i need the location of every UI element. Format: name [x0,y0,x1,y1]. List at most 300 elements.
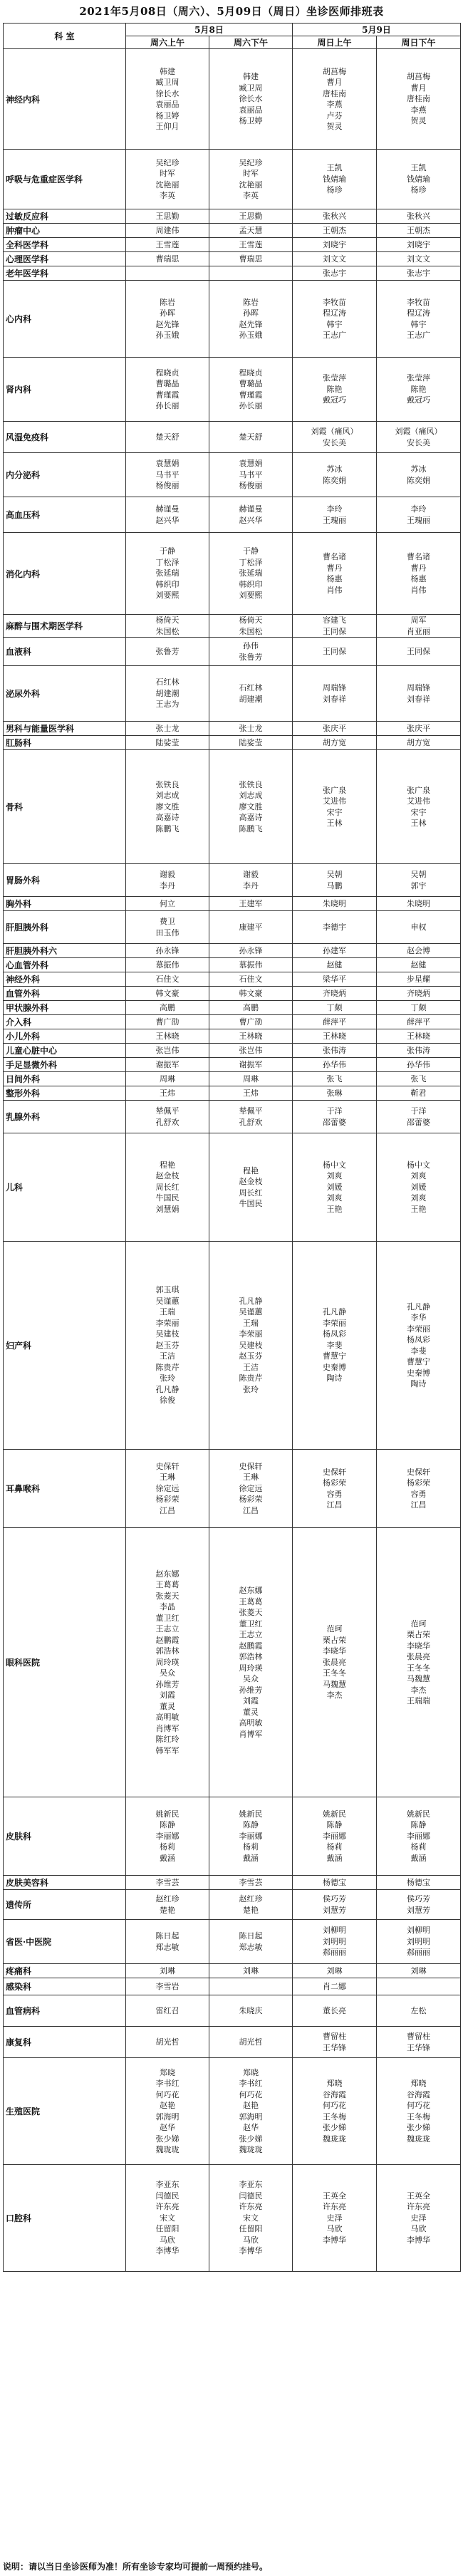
doctor-name: 丁松泽 [239,557,263,567]
schedule-cell [126,224,209,238]
doctor-name: 卢芬 [326,110,343,120]
doctor-name: 王炜 [243,1088,259,1098]
schedule-cell [209,1086,293,1101]
schedule-cell [377,252,461,266]
doctor-name: 肖二娜 [323,1981,347,1991]
doctor-name: 郭海明 [155,2112,180,2121]
doctor-name: 周军 [410,616,427,625]
schedule-cell [293,666,377,722]
doctor-name: 杨俊丽 [239,481,263,491]
doctor-name: 沈艳丽 [155,180,180,189]
table-row [4,722,461,736]
doctor-name: 赵艳 [243,2101,259,2110]
schedule-cell [377,1044,461,1058]
schedule-cell [293,358,377,422]
doctor-name: 江昌 [243,1505,259,1515]
doctor-name: 魏珑珑 [239,2145,263,2154]
schedule-cell [209,615,293,638]
doctor-name: 宋宇 [326,807,343,817]
doctor-name: 李亚东 [239,2180,263,2190]
footer-note: 说明：请以当日坐诊医师为准！所有坐诊专家均可提前一周预约挂号。 [3,2562,269,2572]
table-row [4,666,461,722]
doctor-name: 徐长水 [155,88,180,98]
doctor-name: 宋文 [243,2213,259,2223]
schedule-cell [293,736,377,750]
schedule-cell [293,722,377,736]
doctor-name: 曹丹 [410,563,427,573]
doctor-name: 石佳文 [155,974,180,984]
doctor-name: 姚新民 [239,1809,263,1819]
schedule-cell [126,958,209,972]
doctor-name: 王冬梅 [407,2112,431,2121]
doctor-name: 李华 [410,1313,427,1322]
doctor-name: 许东亮 [155,2202,180,2212]
schedule-cell [126,1528,209,1797]
schedule-cell [377,1890,461,1920]
doctor-name: 邵蕾婆 [323,1117,347,1127]
table-row [4,972,461,987]
table-row [4,1890,461,1920]
doctor-name: 赵玉芬 [239,1351,263,1361]
doctor-name: 何巧花 [155,2089,180,2099]
doctor-name: 王林 [326,819,343,828]
doctor-name: 张广泉 [407,785,431,795]
doctor-name: 韩文豪 [155,988,180,998]
doctor-name: 曹名诸 [323,552,347,561]
table-row [4,1876,461,1890]
doctor-name: 张岂伟 [155,1045,180,1055]
doctor-name: 孙晖 [160,308,175,318]
doctor-name: 杨彩荣 [239,1495,263,1505]
schedule-cell [209,1528,293,1797]
schedule-cell [293,944,377,958]
table-row [4,1015,461,1029]
schedule-cell [126,1876,209,1890]
doctor-name: 曹广劭 [239,1017,263,1027]
doctor-name: 杨惠 [410,574,427,583]
dept-name: 皮肤美容科 [4,1876,126,1890]
doctor-name: 王志广 [323,331,347,340]
schedule-cell [377,1876,461,1890]
doctor-name: 高明敏 [239,1718,263,1728]
dept-name: 全科医学科 [4,238,126,252]
doctor-name: 楚艳 [160,1905,175,1915]
schedule-cell [209,1044,293,1058]
doctor-name: 李斐 [410,1346,427,1356]
schedule-cell [377,1964,461,1978]
doctor-name: 孔凡静 [323,1307,347,1317]
doctor-name: 苏冰 [326,464,343,474]
schedule-cell [293,422,377,453]
schedule-cell [209,1450,293,1528]
schedule-cell [293,2165,377,2272]
doctor-name: 江昌 [410,1500,427,1510]
doctor-name: 马鹏 [326,881,343,890]
doctor-name: 赵艳 [160,2101,175,2110]
doctor-name: 赵兴华 [155,515,180,525]
doctor-name: 肖博军 [155,1723,180,1733]
schedule-cell [377,750,461,864]
schedule-cell [293,2058,377,2165]
doctor-name: 孙晖 [243,308,259,318]
schedule-cell [293,638,377,666]
doctor-name: 孔凡静 [407,1302,431,1312]
dept-name: 肿瘤中心 [4,224,126,238]
doctor-name: 程晓贞 [155,368,180,378]
doctor-name: 赵东娜 [239,1586,263,1595]
schedule-cell [377,722,461,736]
doctor-name: 靳君 [410,1088,427,1098]
doctor-name: 曹月 [326,78,343,87]
doctor-name: 陈奕娟 [407,475,431,485]
doctor-name: 慕振伟 [155,960,180,970]
schedule-cell [293,1015,377,1029]
doctor-name: 艾进伟 [407,796,431,806]
day2-header: 5月9日 [293,24,461,36]
doctor-name: 王凯 [410,163,427,173]
doctor-name: 郑志敏 [239,1942,263,1952]
schedule-cell [293,987,377,1001]
doctor-name: 吴朝 [326,870,343,879]
doctor-name: 姚新民 [323,1809,347,1819]
schedule-cell [126,422,209,453]
doctor-name: 陈静 [410,1820,427,1830]
dept-name: 遗传所 [4,1890,126,1920]
schedule-cell [209,238,293,252]
schedule-cell [293,1964,377,1978]
table-row [4,944,461,958]
schedule-cell [126,150,209,209]
doctor-name: 陆娑莹 [239,737,263,747]
schedule-cell [377,1797,461,1876]
schedule-cell [377,1058,461,1072]
schedule-cell [126,666,209,722]
schedule-cell [209,2058,293,2165]
schedule-cell [126,1001,209,1015]
dept-name: 心血管外科 [4,958,126,972]
schedule-cell [126,1133,209,1242]
doctor-name: 刘爽 [410,1171,427,1181]
schedule-cell [377,1086,461,1101]
doctor-name: 董卫红 [239,1619,263,1629]
schedule-cell [209,1995,293,2027]
doctor-name: 董卫红 [155,1613,180,1623]
doctor-name: 李雪芸 [155,1877,180,1887]
doctor-name: 郭浩林 [239,1652,263,1661]
doctor-name: 陈日起 [239,1931,263,1941]
doctor-name: 吴纪珍 [155,157,180,167]
doctor-name: 容勇 [410,1489,427,1499]
doctor-name: 牛国民 [155,1193,180,1203]
doctor-name: 慕振伟 [239,960,263,970]
doctor-name: 许东亮 [407,2202,431,2212]
schedule-cell [126,1920,209,1964]
doctor-name: 刘明明 [407,1936,431,1946]
doctor-name: 牛国民 [239,1199,263,1208]
dept-name: 骨科 [4,750,126,864]
doctor-name: 孙维芳 [239,1685,263,1695]
doctor-name: 刘霞 [160,1690,175,1700]
doctor-name: 刘慧娟 [155,1204,180,1214]
schedule-cell [209,864,293,897]
doctor-name: 李牧苗 [323,297,347,307]
doctor-name: 徐定远 [239,1483,263,1493]
doctor-name: 杨倚天 [239,616,263,625]
doctor-name: 王瑞瑞 [407,1696,431,1705]
dept-name: 消化内科 [4,533,126,615]
doctor-name: 齐晓炳 [407,988,431,998]
doctor-name: 陈奕娟 [323,475,347,485]
schedule-cell [377,1072,461,1086]
doctor-name: 许东亮 [239,2202,263,2212]
doctor-name: 刘要熙 [155,591,180,601]
doctor-name: 曹瑞思 [155,254,180,264]
schedule-cell [126,1797,209,1876]
doctor-name: 韩文豪 [239,988,263,998]
doctor-name: 魏珑珑 [323,2134,347,2144]
doctor-name: 于洋 [410,1106,427,1116]
doctor-name: 楚艳 [243,1905,259,1915]
doctor-name: 王同保 [323,646,347,656]
doctor-name: 李荣丽 [323,1318,347,1328]
doctor-name: 王艳 [410,1204,427,1214]
doctor-name: 魏珑珑 [155,2145,180,2154]
doctor-name: 谢毅 [160,870,175,879]
dept-name: 肾内科 [4,358,126,422]
table-row [4,864,461,897]
schedule-cell [126,1029,209,1044]
schedule-cell [293,1101,377,1133]
doctor-name: 周瑞锋 [407,683,431,692]
doctor-name: 杨莉 [160,1842,175,1852]
doctor-name: 周长红 [155,1182,180,1192]
doctor-name: 谷海霞 [407,2089,431,2099]
doctor-name: 步星耀 [407,974,431,984]
schedule-cell [209,958,293,972]
schedule-cell [126,944,209,958]
doctor-name: 高鹏 [243,1002,259,1012]
dept-name: 血液科 [4,638,126,666]
doctor-name: 郑晓 [410,2079,427,2088]
schedule-cell [377,615,461,638]
doctor-name: 张飞 [410,1074,427,1084]
doctor-name: 陈贵芹 [155,1362,180,1372]
doctor-name: 钱婧瑜 [407,174,431,184]
dept-name: 心内科 [4,281,126,358]
doctor-name: 曹名诸 [407,552,431,561]
dept-name: 日间外科 [4,1072,126,1086]
doctor-name: 周瑞锋 [323,683,347,692]
slot-header: 周日上午 [293,36,377,49]
schedule-cell [209,1101,293,1133]
doctor-name: 张志宇 [407,268,431,278]
schedule-cell [126,1072,209,1086]
doctor-name: 刘爽 [326,1193,343,1203]
doctor-name: 吴众 [243,1674,259,1683]
doctor-name: 王冬冬 [323,1668,347,1678]
table-row [4,1133,461,1242]
schedule-cell [209,209,293,224]
doctor-name: 马书平 [239,469,263,479]
dept-name: 血管外科 [4,987,126,1001]
doctor-name: 马欣 [326,2224,343,2234]
doctor-name: 陈鹏飞 [239,824,263,833]
doctor-name: 闫德民 [239,2191,263,2201]
doctor-name: 赵会博 [407,945,431,955]
doctor-name: 赵鹏霞 [239,1641,263,1651]
doctor-name: 袁丽品 [155,100,180,109]
doctor-name: 容建飞 [323,616,347,625]
schedule-cell [209,1029,293,1044]
table-row [4,49,461,150]
doctor-name: 周琳 [160,1074,175,1084]
doctor-name: 周玲瑛 [239,1663,263,1673]
doctor-name: 杨莉 [243,1842,259,1852]
schedule-cell [377,1029,461,1044]
dept-name: 生殖医院 [4,2058,126,2165]
doctor-name: 李雪芸 [239,1877,263,1887]
doctor-name: 李书红 [155,2079,180,2088]
doctor-name: 杨莉 [410,1842,427,1852]
doctor-name: 廖文胜 [239,801,263,811]
doctor-name: 史秦博 [407,1368,431,1378]
doctor-name: 张庆平 [323,723,347,733]
doctor-name: 刘慧芳 [323,1905,347,1915]
doctor-name: 朱晓明 [323,898,347,908]
doctor-name: 杨俊丽 [155,481,180,491]
doctor-name: 谢振军 [239,1059,263,1069]
doctor-name: 张莹萍 [407,373,431,383]
doctor-name: 刘文文 [323,254,347,264]
doctor-name: 杨卫婷 [155,110,180,120]
doctor-name: 李牧苗 [407,297,431,307]
dept-name: 神经外科 [4,972,126,987]
dept-name: 高血压科 [4,497,126,533]
doctor-name: 于洋 [326,1106,343,1116]
schedule-cell [209,638,293,666]
doctor-name: 申权 [410,922,427,932]
doctor-name: 赵金枝 [155,1171,180,1181]
doctor-name: 曹月 [410,83,427,93]
schedule-cell [209,281,293,358]
doctor-name: 杨珍 [410,185,427,195]
doctor-name: 袁丽品 [239,105,263,115]
doctor-name: 王思勤 [239,211,263,221]
schedule-cell [377,1450,461,1528]
doctor-name: 刘霞（痛风） [311,427,358,436]
doctor-name: 郭宇 [410,881,427,890]
doctor-name: 谷海霞 [323,2089,347,2099]
doctor-name: 唐桂南 [323,88,347,98]
table-row [4,1086,461,1101]
doctor-name: 周长红 [239,1188,263,1198]
doctor-name: 马魏慧 [407,1674,431,1683]
dept-name: 耳鼻喉科 [4,1450,126,1528]
doctor-name: 胡方宽 [323,737,347,747]
table-row [4,1242,461,1450]
doctor-name: 楚天舒 [239,432,263,442]
schedule-cell [293,1995,377,2027]
doctor-name: 赵华 [160,2123,175,2132]
schedule-cell [209,736,293,750]
schedule-cell [126,497,209,533]
doctor-name: 刘明明 [323,1936,347,1946]
doctor-name: 陈静 [160,1820,175,1830]
doctor-name: 袁慧娟 [239,459,263,469]
doctor-name: 王志立 [239,1630,263,1639]
schedule-cell [209,224,293,238]
dept-name: 疼痛科 [4,1964,126,1978]
dept-name: 肛肠科 [4,736,126,750]
doctor-name: 史保轩 [239,1461,263,1471]
doctor-name: 宋宇 [410,807,427,817]
schedule-cell [126,750,209,864]
schedule-cell [377,1015,461,1029]
schedule-cell [126,281,209,358]
doctor-name: 曹慧宁 [407,1357,431,1366]
schedule-cell [377,987,461,1001]
table-row [4,224,461,238]
doctor-name: 姚新民 [407,1809,431,1819]
schedule-cell [126,615,209,638]
schedule-cell [293,1450,377,1528]
doctor-name: 李燕 [410,105,427,115]
doctor-name: 赵先锋 [155,319,180,329]
doctor-name: 赵东娜 [155,1569,180,1579]
doctor-name: 吴朝 [410,870,427,879]
doctor-name: 高鹏 [160,1002,175,1012]
doctor-name: 刘媛 [410,1182,427,1192]
doctor-name: 李雪岩 [155,1981,180,1991]
schedule-cell [377,1133,461,1242]
doctor-name: 胡莒梅 [323,66,347,76]
doctor-name: 容勇 [326,1489,343,1499]
table-row [4,1044,461,1058]
doctor-name: 李博华 [155,2246,180,2256]
schedule-cell [209,266,293,281]
doctor-name: 吴众 [160,1668,175,1678]
doctor-name: 陈鹏飞 [155,824,180,833]
doctor-name: 郝丽丽 [323,1948,347,1958]
doctor-name: 李英 [160,191,175,200]
doctor-name: 郭玉琪 [155,1285,180,1295]
schedule-cell [209,358,293,422]
schedule-cell [293,1920,377,1964]
doctor-name: 史秦博 [323,1362,347,1372]
doctor-name: 王雪莲 [155,239,180,249]
doctor-name: 杨凤彩 [407,1335,431,1344]
schedule-cell [377,864,461,897]
doctor-name: 陈日起 [155,1931,180,1941]
schedule-cell [293,1890,377,1920]
schedule-cell [126,864,209,897]
doctor-name: 杨凤彩 [323,1329,347,1339]
doctor-name: 陶诗 [326,1373,343,1383]
schedule-cell [126,736,209,750]
dept-name: 介入科 [4,1015,126,1029]
schedule-cell [293,209,377,224]
schedule-cell [126,1890,209,1920]
dept-name: 感染科 [4,1978,126,1995]
schedule-cell [126,2027,209,2058]
table-row [4,1450,461,1528]
doctor-name: 刘媛 [326,1182,343,1192]
doctor-name: 赵金枝 [239,1177,263,1186]
doctor-name: 杨彩荣 [407,1478,431,1487]
dept-name: 皮肤科 [4,1797,126,1876]
doctor-name: 刘晓宇 [407,239,431,249]
doctor-name: 王雪莲 [239,239,263,249]
